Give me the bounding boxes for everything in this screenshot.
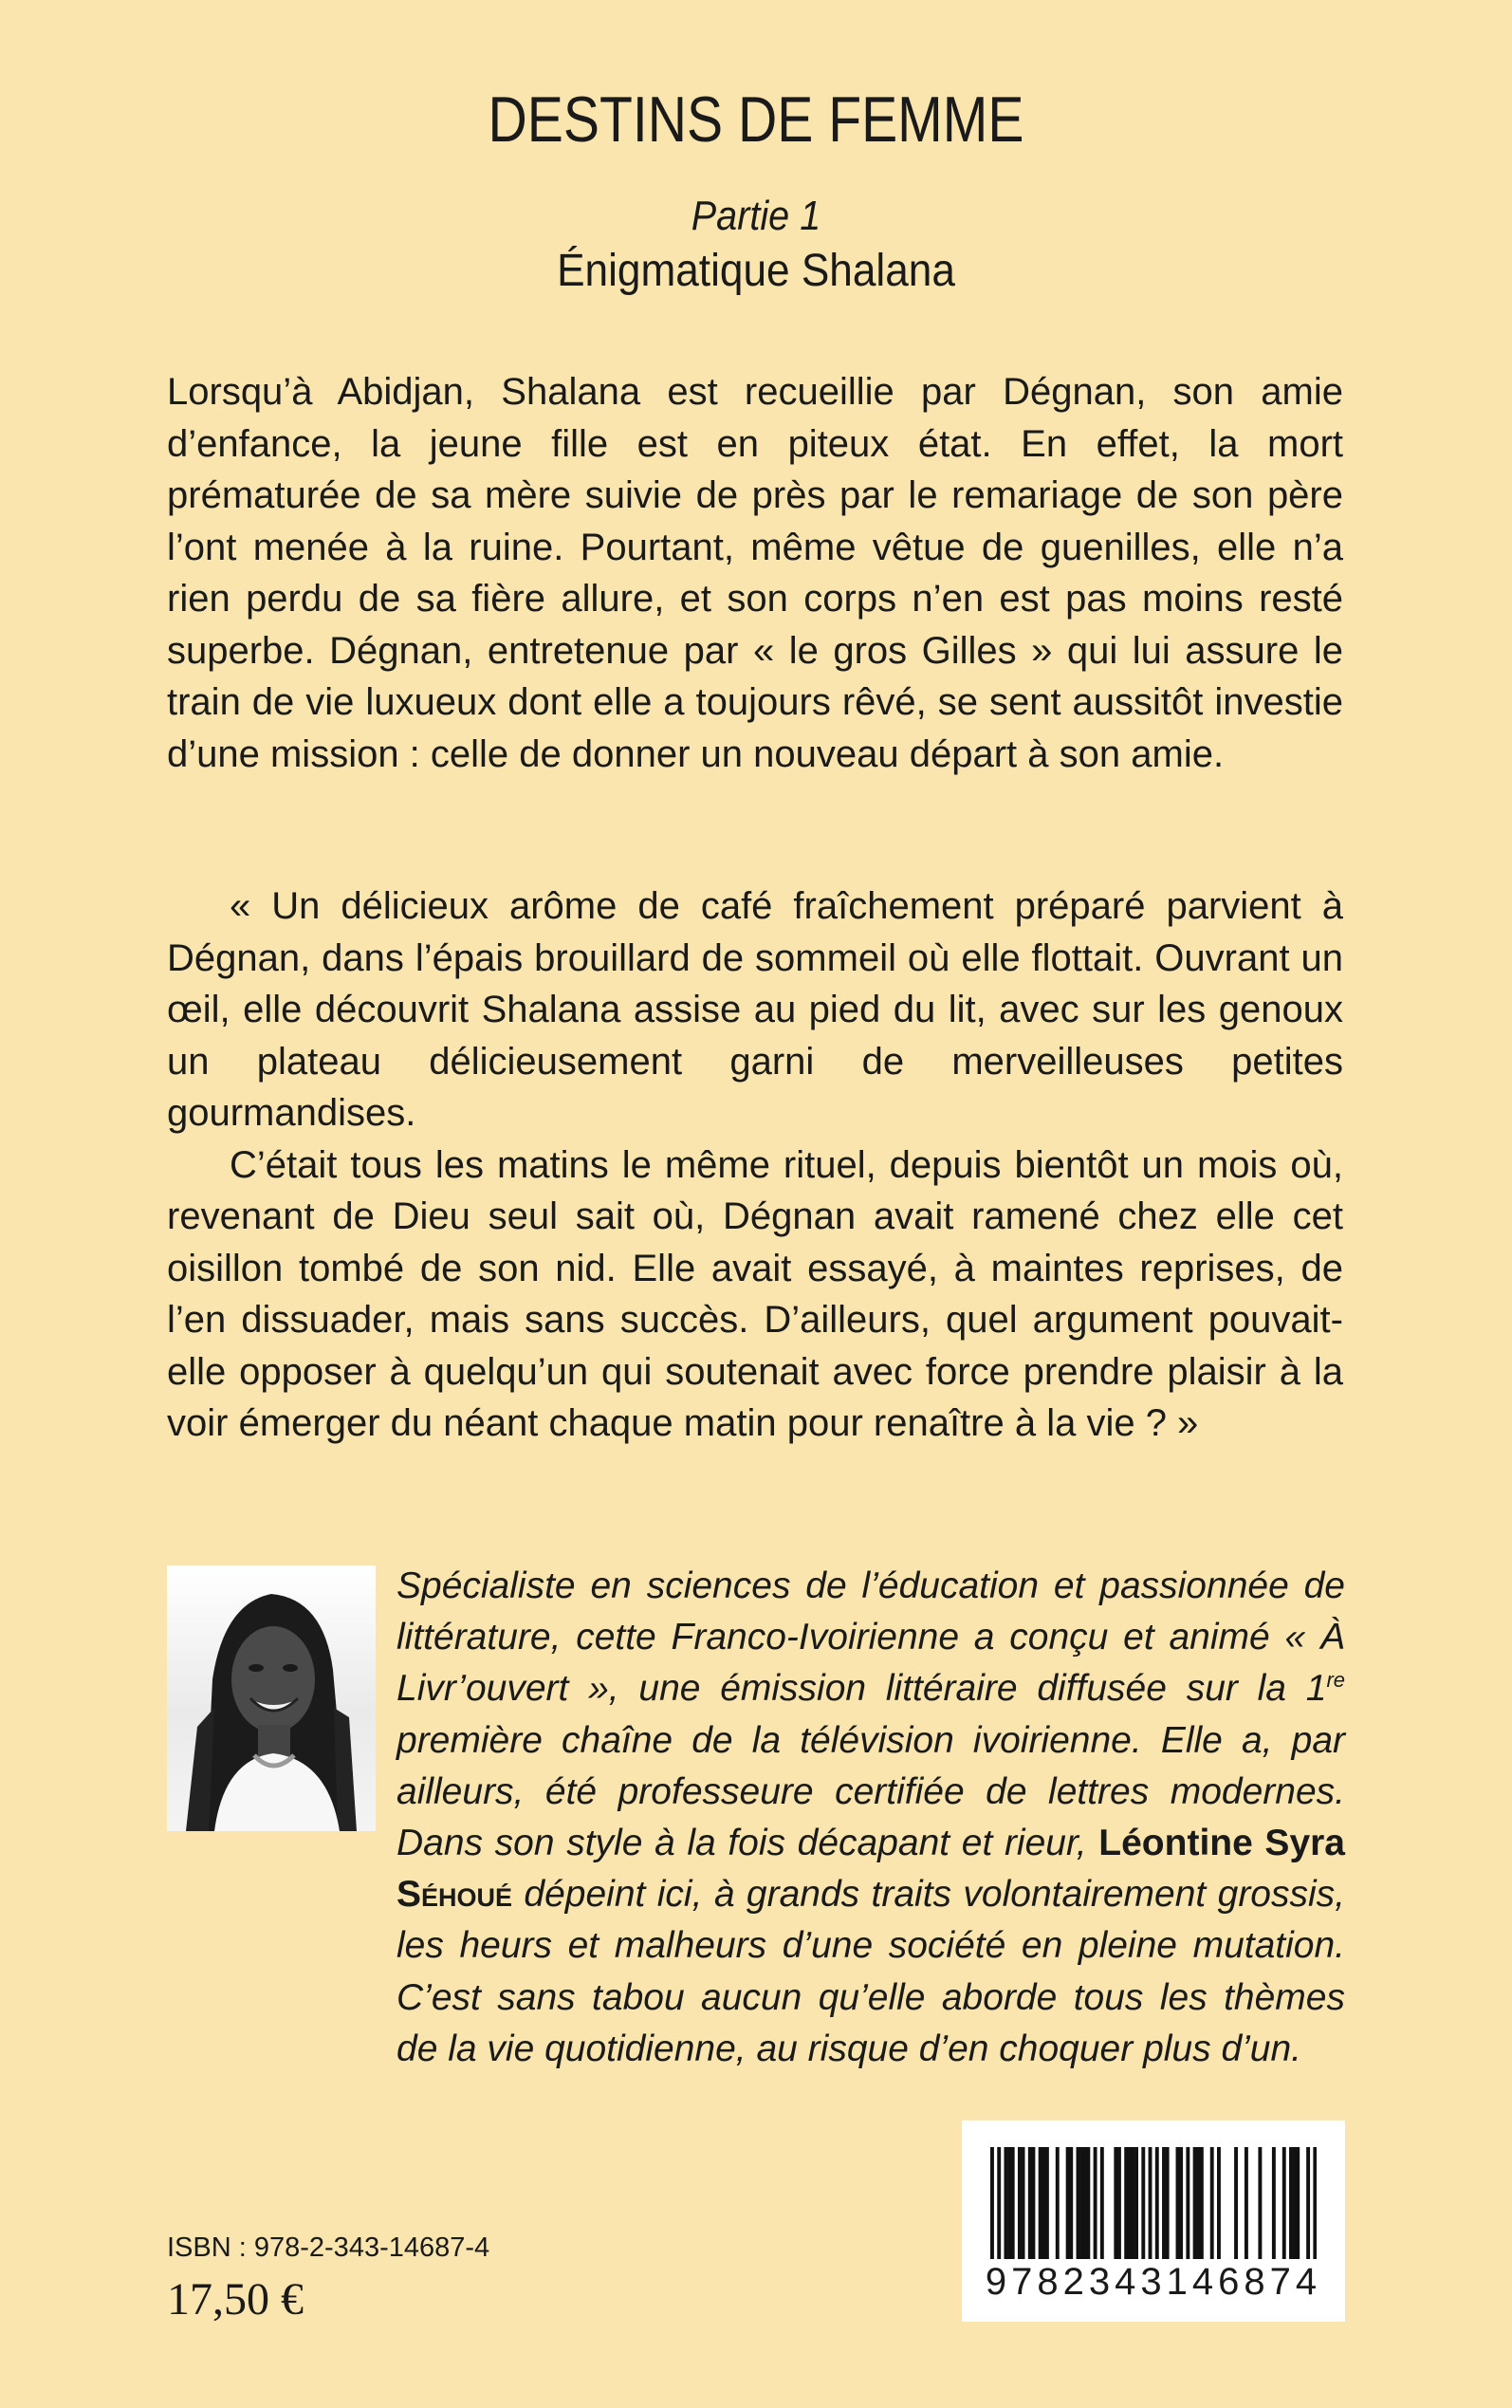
excerpt-quote — [167, 880, 1343, 1450]
bio-text-2: première chaîne de la télévision ivoirienne. Elle a, par ailleurs, été professeure certifiée de lettres modernes. Dans son style à la fois décapant et rieur, — [396, 1719, 1345, 1864]
author-surname: Séhoué — [396, 1874, 513, 1916]
summary-paragraph: Lorsqu’à Abidjan, Shalana est recueillie par Dégnan, son amie d’enfance, la jeune fille est en piteux état. En effet, la mort prématurée de sa mère suivie de près par le remariage de son père l’ont menée à la ruine. Pourtant, même vêtue de guenilles, elle n’a rien perdu de sa fière allure, et son corps n’en est pas moins resté superbe. Dégnan, entretenue par « le gros Gilles » qui lui assure le train de vie luxueux dont elle a toujours rêvé, se sent aussitôt investie d’une mission : celle de donner un nouveau départ à son amie. — [167, 371, 1343, 775]
bio-text-3: dépeint ici, à grands traits volontairement grossis, les heurs et malheurs d’une société en pleine mutation. C’est sans tabou aucun qu’elle aborde tous les thèmes de la vie quotidienne, au risque d’en choquer plus d’un. — [396, 1874, 1345, 2069]
bio-superscript: re — [1326, 1668, 1345, 1693]
author-first-names: Léontine Syra — [1098, 1823, 1345, 1864]
book-subtitle: Énigmatique Shalana — [557, 246, 955, 296]
price: 17,50 € — [167, 2274, 304, 2325]
author-photo — [167, 1565, 376, 1831]
author-bio — [396, 1561, 1345, 2075]
bio-text-1: Spécialiste en sciences de l’éducation et passionnée de littérature, cette Franco-Ivoirienne a conçu et animé « À Livr’ouvert », une émission littéraire diffusée sur la 1 — [396, 1565, 1345, 1710]
author-portrait-illustration — [167, 1565, 376, 1831]
isbn: ISBN : 978-2-343-14687-4 — [167, 2232, 490, 2263]
excerpt-paragraph-1: « Un délicieux arôme de café fraîchement préparé parvient à Dégnan, dans l’épais brouillard de sommeil où elle flottait. Ouvrant un œil, elle découvrit Shalana assise au pied du lit, avec sur les genoux un plateau délicieusement garni de merveilleuses petites gourmandises. — [167, 885, 1343, 1134]
barcode-number: 9782343146874 — [985, 2261, 1322, 2303]
book-title: DESTINS DE FEMME — [488, 83, 1024, 156]
barcode-bars — [990, 2147, 1317, 2259]
part-label: Partie 1 — [691, 193, 821, 239]
excerpt-paragraph-2: C’était tous les matins le même rituel, depuis bientôt un mois où, revenant de Dieu seul sait où, Dégnan avait ramené chez elle cet oisillon tombé de son nid. Elle avait essayé, à maintes reprises, de l’en dissuader, mais sans succès. D’ailleurs, quel argument pouvait-elle opposer à quelqu’un qui soutenait avec force prendre plaisir à la voir émerger du néant chaque matin pour renaître à la vie ? » — [167, 1143, 1343, 1444]
barcode — [962, 2121, 1345, 2322]
